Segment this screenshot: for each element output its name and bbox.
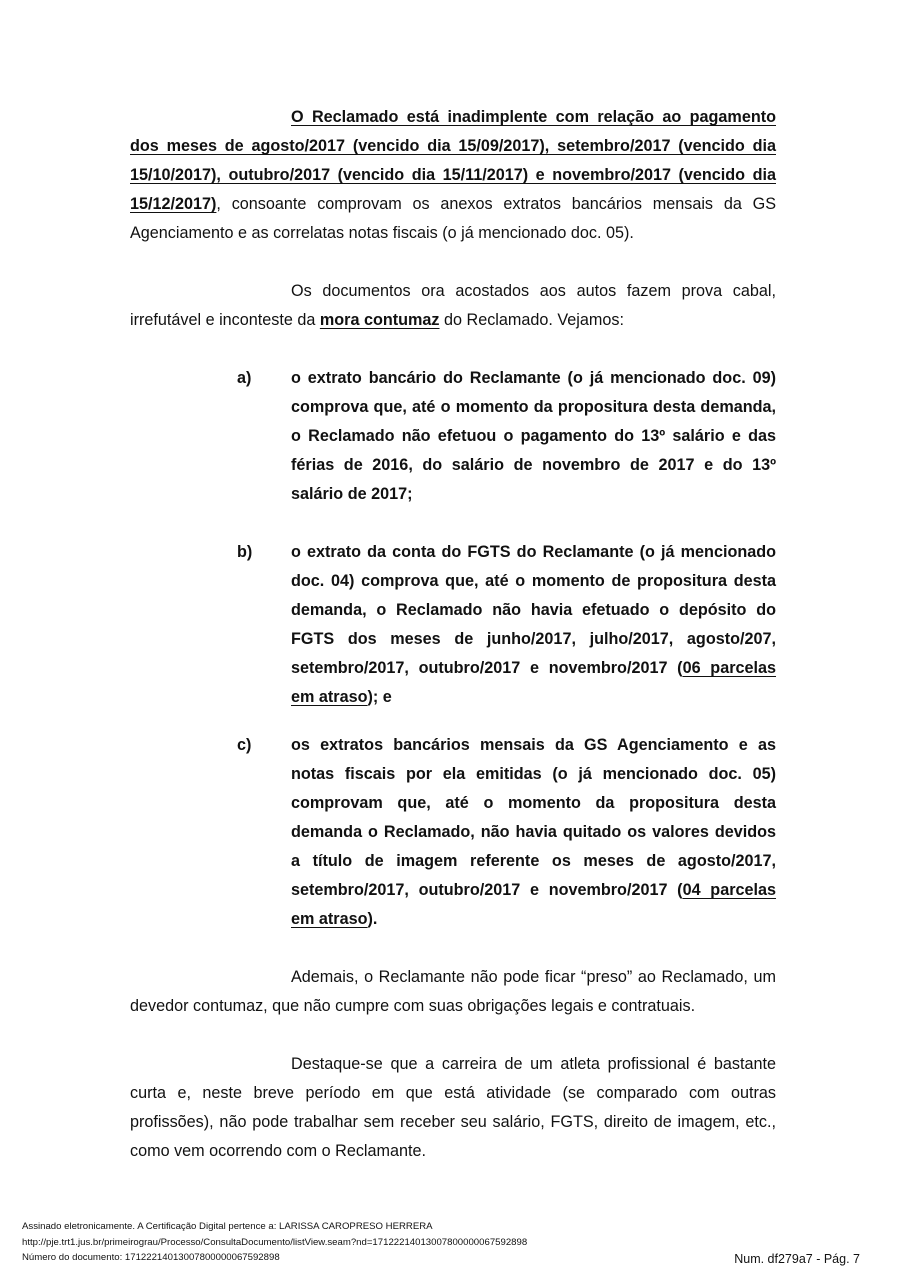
paragraph-text: , consoante comprovam os anexos extratos bancários mensais da GS Agenciamento e as correlatas notas fiscais (o já mencionado doc. 05).	[130, 195, 776, 242]
parcelas-atraso-emphasis: 06 parcelas em atraso	[291, 659, 777, 706]
paragraph-text: do Reclamado. Vejamos:	[439, 311, 624, 329]
list-item-c	[130, 731, 776, 934]
list-text-container	[291, 731, 776, 934]
list-text-container	[291, 538, 776, 712]
document-url: http://pje.trt1.jus.br/primeirograu/Processo/ConsultaDocumento/listView.seam?nd=17122214013007800000067592898	[22, 1236, 528, 1248]
document-body	[130, 103, 776, 1166]
list-text: o extrato da conta do FGTS do Reclamante (o já mencionado doc. 04) comprova que, até o momento de propositura desta demanda, o Reclamado não havia efetuado o depósito do FGTS dos meses de junho/2017, julho/2017, agosto/207, setembro/2017, outubro/2017 e novembro/2017 (	[291, 543, 776, 677]
document-number: Número do documento: 17122214013007800000067592898	[22, 1252, 280, 1263]
list-item-a	[130, 364, 776, 509]
list-label: b)	[237, 543, 253, 561]
paragraph-inadimplencia	[130, 103, 776, 248]
list-item-b	[130, 538, 776, 712]
list-label: a)	[237, 369, 252, 387]
mora-contumaz-emphasis: mora contumaz	[319, 311, 440, 329]
paragraph-emphasis: O Reclamado está inadimplente com relação ao pagamento dos meses de agosto/2017 (vencido dia 15/09/2017), setembro/2017 (vencido dia 15/10/2017), outubro/2017 (vencido dia 15/11/2017) e novembro/2017 (vencido dia 15/12/2017)	[130, 108, 776, 213]
list-text: os extratos bancários mensais da GS Agenciamento e as notas fiscais por ela emitidas (o já mencionado doc. 05) comprovam que, até o momento da propositura desta demanda o Reclamado, não havia quitado os valores devidos a título de imagem referente os meses de agosto/2017, setembro/2017, outubro/2017 e novembro/2017 (	[291, 736, 776, 899]
paragraph-destaque	[130, 1050, 776, 1166]
paragraph-documentos	[130, 277, 776, 335]
signature-footer	[22, 1219, 527, 1266]
signature-line: Assinado eletronicamente. A Certificação Digital pertence a: LARISSA CAROPRESO HERRERA	[22, 1221, 433, 1232]
paragraph-ademais	[130, 963, 776, 1021]
page-number: Num. df279a7 - Pág. 7	[734, 1252, 860, 1266]
list-text-tail: ); e	[367, 688, 392, 706]
list-label: c)	[237, 736, 252, 754]
list-text: o extrato bancário do Reclamante (o já mencionado doc. 09) comprova que, até o momento da propositura desta demanda, o Reclamado não efetuou o pagamento do 13º salário e das férias de 2016, do salário de novembro de 2017 e do 13º salário de 2017;	[291, 369, 776, 503]
paragraph-text: Os documentos ora acostados aos autos fazem prova cabal, irrefutável e inconteste da	[130, 282, 776, 329]
paragraph-text: Destaque-se que a carreira de um atleta profissional é bastante curta e, neste breve período em que está atividade (se comparado com outras profissões), não pode trabalhar sem receber seu salário, FGTS, direito de imagem, etc., como vem ocorrendo com o Reclamante.	[130, 1055, 776, 1160]
paragraph-text: Ademais, o Reclamante não pode ficar “preso” ao Reclamado, um devedor contumaz, que não cumpre com suas obrigações legais e contratuais.	[130, 968, 776, 1015]
list-text-tail: ).	[367, 910, 378, 928]
parcelas-atraso-emphasis: 04 parcelas em atraso	[291, 881, 777, 928]
